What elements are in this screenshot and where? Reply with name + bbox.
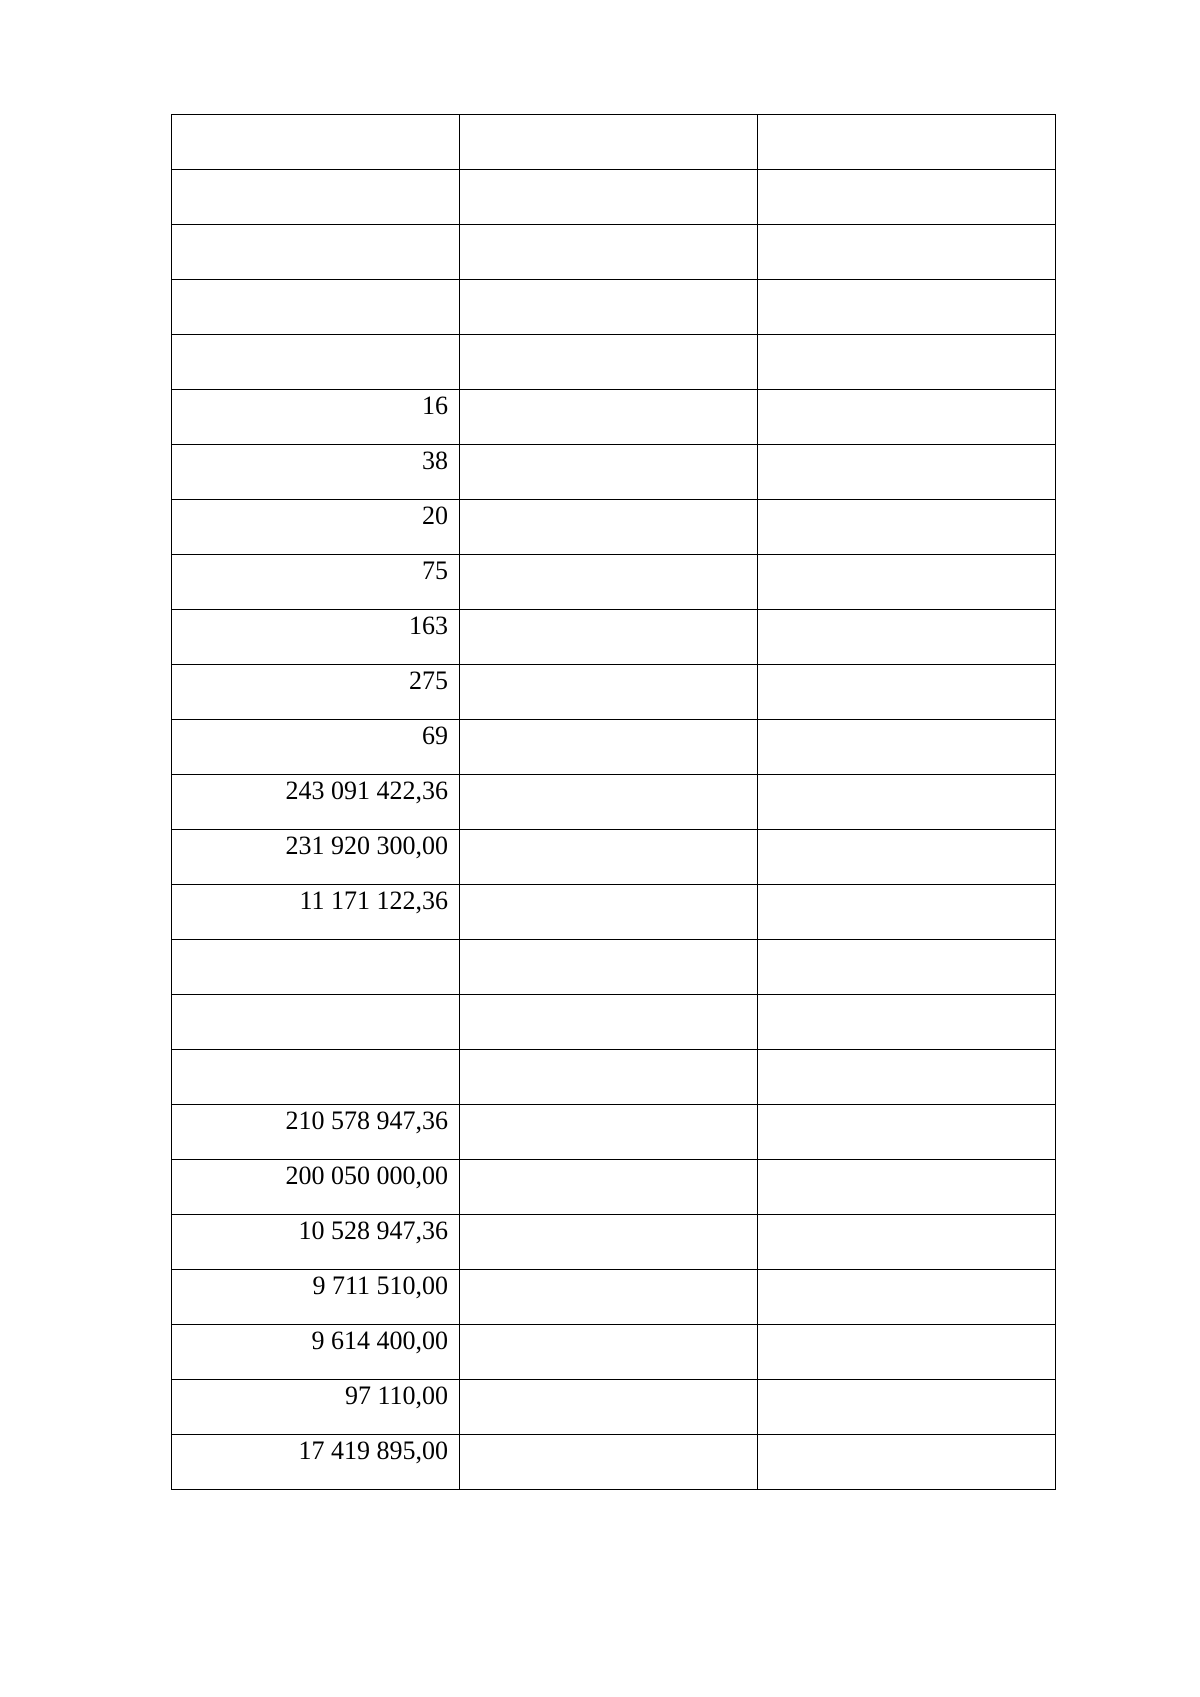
table-cell-c <box>758 280 1056 335</box>
table-cell-b <box>460 665 758 720</box>
table-cell-c <box>758 170 1056 225</box>
table-cell-a <box>172 1050 460 1105</box>
table-row <box>172 720 1056 775</box>
table-cell-c <box>758 1380 1056 1435</box>
table-cell-c <box>758 115 1056 170</box>
table-row <box>172 1380 1056 1435</box>
table-cell-c <box>758 1215 1056 1270</box>
table-row <box>172 830 1056 885</box>
table-row <box>172 115 1056 170</box>
table-row <box>172 170 1056 225</box>
table-cell-a <box>172 170 460 225</box>
table-row <box>172 390 1056 445</box>
table-cell-b <box>460 225 758 280</box>
table-cell-b <box>460 610 758 665</box>
table-row <box>172 1050 1056 1105</box>
table-row <box>172 335 1056 390</box>
table-cell-a: 231 920 300,00 <box>172 830 460 885</box>
table-cell-b <box>460 280 758 335</box>
table-cell-b <box>460 390 758 445</box>
table-cell-a <box>172 115 460 170</box>
table-cell-c <box>758 1270 1056 1325</box>
table-row <box>172 885 1056 940</box>
table-cell-c <box>758 665 1056 720</box>
table-cell-b <box>460 775 758 830</box>
table-cell-a: 38 <box>172 445 460 500</box>
table-cell-a: 9 614 400,00 <box>172 1325 460 1380</box>
table-cell-c <box>758 1105 1056 1160</box>
table-cell-c <box>758 720 1056 775</box>
table-cell-a: 11 171 122,36 <box>172 885 460 940</box>
table-cell-c <box>758 1325 1056 1380</box>
table-row <box>172 445 1056 500</box>
table-cell-b <box>460 170 758 225</box>
table-cell-c <box>758 775 1056 830</box>
table-cell-a: 10 528 947,36 <box>172 1215 460 1270</box>
table-cell-c <box>758 610 1056 665</box>
table-cell-a: 75 <box>172 555 460 610</box>
table-row <box>172 1435 1056 1490</box>
table-cell-a <box>172 995 460 1050</box>
table-row <box>172 775 1056 830</box>
table-cell-b <box>460 885 758 940</box>
table-cell-b <box>460 500 758 555</box>
table-cell-b <box>460 1380 758 1435</box>
table-cell-b <box>460 445 758 500</box>
table-body <box>172 115 1056 1490</box>
table-cell-a: 200 050 000,00 <box>172 1160 460 1215</box>
table-cell-c <box>758 555 1056 610</box>
table-cell-c <box>758 225 1056 280</box>
table-row <box>172 555 1056 610</box>
table-row <box>172 1325 1056 1380</box>
table-cell-c <box>758 940 1056 995</box>
table-row <box>172 940 1056 995</box>
table-cell-b <box>460 995 758 1050</box>
table-cell-b <box>460 1050 758 1105</box>
table-row <box>172 995 1056 1050</box>
table-cell-b <box>460 555 758 610</box>
table-cell-b <box>460 1105 758 1160</box>
table-cell-b <box>460 1325 758 1380</box>
table-row <box>172 500 1056 555</box>
table-row <box>172 280 1056 335</box>
table-cell-c <box>758 885 1056 940</box>
table-cell-b <box>460 1270 758 1325</box>
table-cell-c <box>758 830 1056 885</box>
table-cell-a <box>172 940 460 995</box>
table-cell-b <box>460 830 758 885</box>
table-cell-b <box>460 940 758 995</box>
table-cell-b <box>460 115 758 170</box>
table-cell-a: 243 091 422,36 <box>172 775 460 830</box>
table-row <box>172 1105 1056 1160</box>
table-cell-c <box>758 1160 1056 1215</box>
table-cell-a: 163 <box>172 610 460 665</box>
table-cell-c <box>758 1435 1056 1490</box>
table-cell-a: 275 <box>172 665 460 720</box>
table-cell-a: 97 110,00 <box>172 1380 460 1435</box>
table-cell-a <box>172 335 460 390</box>
table-cell-a: 20 <box>172 500 460 555</box>
table-cell-c <box>758 335 1056 390</box>
table-cell-c <box>758 500 1056 555</box>
table-cell-a: 9 711 510,00 <box>172 1270 460 1325</box>
table-cell-b <box>460 1215 758 1270</box>
table-row <box>172 225 1056 280</box>
table-row <box>172 665 1056 720</box>
table-cell-b <box>460 720 758 775</box>
table-cell-a: 16 <box>172 390 460 445</box>
table-cell-c <box>758 1050 1056 1105</box>
table-cell-b <box>460 1435 758 1490</box>
table-cell-a <box>172 280 460 335</box>
table-cell-b <box>460 1160 758 1215</box>
table-cell-c <box>758 995 1056 1050</box>
table-cell-a: 69 <box>172 720 460 775</box>
table-cell-c <box>758 390 1056 445</box>
table-row <box>172 1160 1056 1215</box>
table-cell-b <box>460 335 758 390</box>
table-row <box>172 610 1056 665</box>
table-cell-a: 17 419 895,00 <box>172 1435 460 1490</box>
table-cell-a: 210 578 947,36 <box>172 1105 460 1160</box>
table-cell-a <box>172 225 460 280</box>
data-table <box>171 114 1056 1490</box>
table-row <box>172 1270 1056 1325</box>
table-cell-c <box>758 445 1056 500</box>
table-row <box>172 1215 1056 1270</box>
